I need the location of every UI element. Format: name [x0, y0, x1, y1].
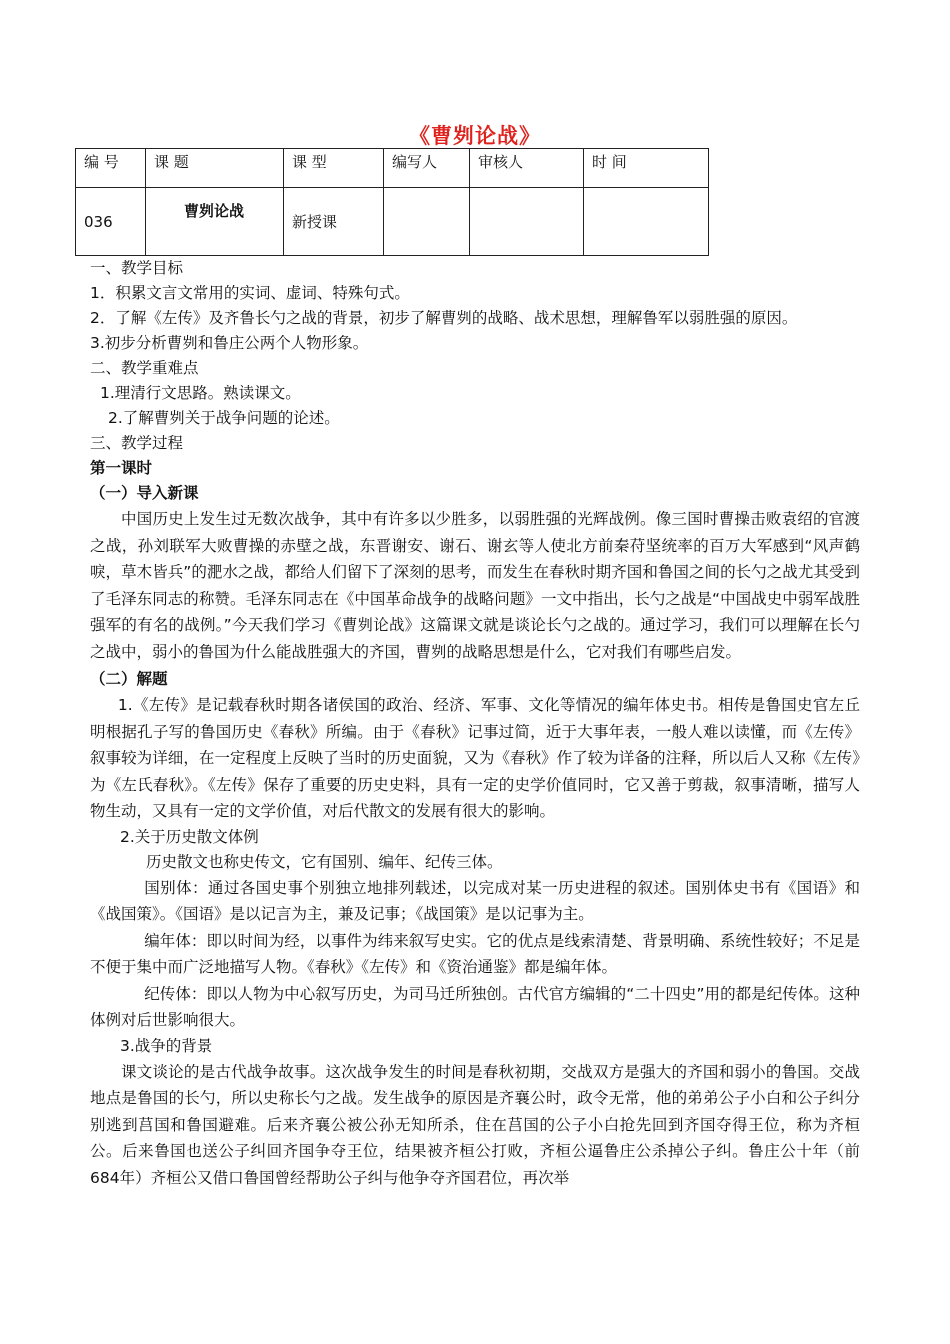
goal-item: 2．了解《左传》及齐鲁长勺之战的背景，初步了解曹刿的战略、战术思想，理解鲁军以弱胜强的原因。 [90, 309, 798, 327]
table-header-row [76, 149, 709, 188]
cell-topic [146, 188, 284, 256]
lesson-info-table [75, 148, 709, 256]
header-author: 编写人 [384, 149, 470, 188]
header-time: 时 间 [584, 149, 709, 188]
guobie-paragraph: 国别体：通过各国史事个别独立地排列载述，以完成对某一历史进程的叙述。国别体史书有《国语》和《战国策》。《国语》是以记言为主，兼及记事；《战国策》是以记事为主。 [90, 878, 860, 923]
table-row [76, 188, 709, 256]
header-number: 编 号 [76, 149, 146, 188]
section-heading-keypoints: 二、教学重难点 [90, 359, 199, 377]
intro-paragraph: 中国历史上发生过无数次战争，其中有许多以少胜多，以弱胜强的光辉战例。像三国时曹操击败袁绍的官渡之战，孙刘联军大败曹操的赤壁之战，东晋谢安、谢石、谢玄等人使北方前秦苻坚统率的百万大军感到“风声鹤唳，草木皆兵”的淝水之战，都给人们留下了深刻的思考，而发生在春秋时期齐国和鲁国之间的长勺之战尤其受到了毛泽东同志的称赞。毛泽东同志在《中国革命战争的战略问题》一文中指出，长勺之战是“中国战史中弱军战胜强军的有名的战例。”今天我们学习《曹刿论战》这篇课文就是谈论长勺之战的。通过学习，我们可以理解在长勺之战中，弱小的鲁国为什么能战胜强大的齐国，曹刿的战略思想是什么，它对我们有哪些启发。 [90, 510, 860, 661]
part-heading-intro: （一）导入新课 [90, 484, 199, 502]
header-type: 课 型 [284, 149, 384, 188]
section-heading-goals: 一、教学目标 [90, 259, 184, 277]
subheading-genres: 2.关于历史散文体例 [120, 827, 259, 846]
keypoint-item: 1.理清行文思路。熟读课文。 [100, 384, 301, 402]
genres-intro: 历史散文也称史传文，它有国别、编年、纪传三体。 [146, 852, 503, 871]
cell-reviewer [470, 188, 584, 256]
zuozhuan-paragraph: 1.《左传》是记载春秋时期各诸侯国的政治、经济、军事、文化等情况的编年体史书。相传是鲁国史官左丘明根据孔子写的鲁国历史《春秋》所编。由于《春秋》记事过简，近于大事年表，一般人难以读懂，而《左传》叙事较为详细，在一定程度上反映了当时的历史面貌，又为《春秋》作了较为详备的注释，所以后人又称《左传》为《左氏春秋》。《左传》保存了重要的历史史料，具有一定的史学价值同时，它又善于剪裁，叙事清晰，描写人物生动，又具有一定的文学价值，对后代散文的发展有很大的影响。 [90, 696, 860, 820]
document-title: 《曹刿论战》 [409, 124, 541, 148]
document-body [90, 256, 860, 1191]
cell-number: 036 [76, 188, 146, 256]
cell-time [584, 188, 709, 256]
goal-item: 1．积累文言文常用的实词、虚词、特殊句式。 [90, 284, 410, 302]
background-paragraph: 课文谈论的是古代战争故事。这次战争发生的时间是春秋初期，交战双方是强大的齐国和弱小的鲁国。交战地点是鲁国的长勺，所以史称长勺之战。发生战争的原因是齐襄公时，政令无常，他的弟弟公子小白和公子纠分别逃到莒国和鲁国避难。后来齐襄公被公孙无知所杀，住在莒国的公子小白抢先回到齐国夺得王位，称为齐桓公。后来鲁国也送公子纠回齐国争夺王位，结果被齐桓公打败，齐桓公逼鲁庄公杀掉公子纠。鲁庄公十年（前684年）齐桓公又借口鲁国曾经帮助公子纠与他争夺齐国君位，再次举 [90, 1062, 860, 1187]
subheading-background: 3.战争的背景 [120, 1036, 213, 1055]
cell-author [384, 188, 470, 256]
keypoint-item: 2.了解曹刿关于战争问题的论述。 [108, 409, 340, 427]
jizhuan-paragraph: 纪传体：即以人物为中心叙写历史，为司马迁所独创。古代官方编辑的“二十四史”用的都是纪传体。这种体例对后世影响很大。 [90, 984, 860, 1029]
part-heading-explanation: （二）解题 [90, 670, 168, 688]
cell-type: 新授课 [284, 188, 384, 256]
cell-topic-text: 曹刿论战 [184, 201, 245, 220]
lesson-heading: 第一课时 [90, 459, 153, 477]
section-heading-process: 三、教学过程 [90, 434, 184, 452]
header-reviewer: 审核人 [470, 149, 584, 188]
biannian-paragraph: 编年体：即以时间为经，以事件为纬来叙写史实。它的优点是线索清楚、背景明确、系统性较好；不足是不便于集中而广泛地描写人物。《春秋》《左传》和《资治通鉴》都是编年体。 [90, 931, 860, 976]
header-topic: 课 题 [146, 149, 284, 188]
goal-item: 3.初步分析曹刿和鲁庄公两个人物形象。 [90, 334, 369, 352]
